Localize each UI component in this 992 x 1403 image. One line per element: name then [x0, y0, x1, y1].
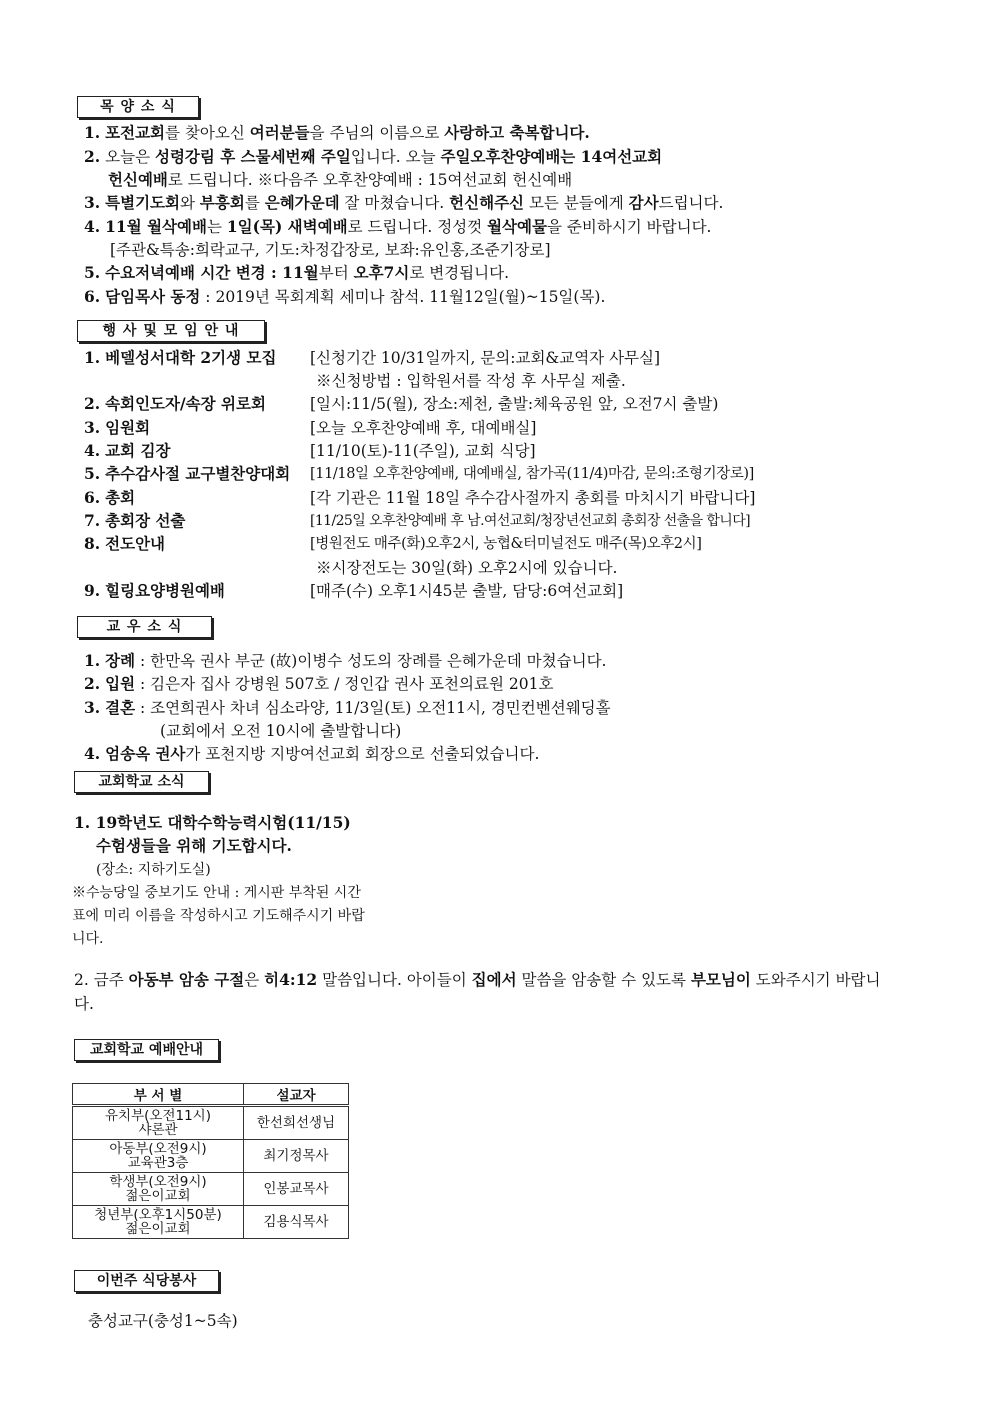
text: 로 드립니다. 정성껏 [347, 218, 488, 236]
preacher-cell: 최기정목사 [244, 1140, 349, 1173]
event-desc-3: [오늘 오후찬양예배 후, 대예배실] [310, 419, 537, 437]
item-number: 1. [84, 651, 101, 670]
event-desc-5: [11/18일 오후찬양예배, 대예배실, 참가곡(11/4)마감, 문의:조형기장로)] [310, 466, 754, 482]
text: 로 드립니다. ※다음주 오후찬양예배 : 15여선교회 헌신예배 [167, 171, 573, 189]
text-bold: 11월 월삭예배 [105, 217, 207, 236]
item-number: 5. [84, 263, 101, 282]
text-bold: 1일(목) 새벽예배 [226, 217, 348, 236]
text-bold: 부모님이 [690, 970, 751, 989]
item-number: 8. [84, 534, 101, 553]
text-bold: 결혼 [105, 698, 136, 717]
event-item-5 [84, 463, 290, 485]
text: 입니다. 오늘 [350, 148, 441, 166]
text: : 2019년 목회계획 세미나 참석. 11월12일(월)~15일(목). [200, 288, 606, 306]
preacher-cell: 김용식목사 [244, 1206, 349, 1239]
item-number: 1. [84, 123, 101, 142]
item-number: 4. [84, 441, 101, 460]
text-bold: 히4:12 [264, 970, 318, 989]
table-row [73, 1140, 349, 1173]
member-item-4 [84, 743, 539, 765]
event-desc-8: [병원전도 매주(화)오후2시, 농협&터미널전도 매주(목)오후2시] [310, 536, 702, 552]
event-item-2 [84, 393, 266, 415]
item-number: 5. [84, 464, 101, 483]
text: 을 준비하시기 바랍니다. [546, 218, 712, 236]
section-header-pastoral-news: 목 양 소 식 [77, 96, 199, 118]
event-item-4 [84, 440, 170, 462]
text: 로 변경됩니다. [409, 264, 510, 282]
pastoral-item-6 [84, 286, 605, 308]
school-item-2 [74, 969, 880, 991]
text: 2. 금주 [74, 971, 129, 989]
text: : 김은자 집사 강병원 507호 / 정인갑 권사 포천의료원 201호 [135, 675, 554, 693]
department-cell [73, 1206, 244, 1239]
event-item-9 [84, 580, 225, 602]
school-item-1-line2: 수험생들을 위해 기도합시다. [96, 836, 292, 855]
school-item-2-cont: 다. [74, 995, 94, 1013]
event-name: 교회 김장 [105, 441, 171, 460]
event-item-8 [84, 533, 165, 555]
section-header-kitchen-service: 이번주 식당봉사 [74, 1270, 219, 1292]
table-row [73, 1206, 349, 1239]
pastoral-item-4-cont [110, 239, 551, 261]
department-cell [73, 1173, 244, 1206]
event-name: 총회장 선출 [105, 511, 186, 530]
text: 를 [244, 194, 265, 212]
item-number: 3. [84, 193, 101, 212]
text: : 한만옥 권사 부군 (故)이병수 성도의 장례를 은혜가운데 마쳤습니다. [135, 652, 607, 670]
event-item-6 [84, 487, 135, 509]
event-desc-2: [일시:11/5(월), 장소:제천, 출발:체육공원 앞, 오전7시 출발) [310, 395, 719, 413]
event-name: 베델성서대학 2기생 모집 [105, 348, 277, 367]
event-name: 총회 [105, 488, 136, 507]
event-name: 추수감사절 교구별찬양대회 [105, 464, 291, 483]
school-note-1: ※수능당일 중보기도 안내 : 게시판 부착된 시간 [72, 885, 361, 901]
event-name: 힐링요양병원예배 [105, 581, 225, 600]
text: 잘 마쳤습니다. [339, 194, 450, 212]
text-bold: 아동부 암송 구절 [128, 970, 245, 989]
item-number: 9. [84, 581, 101, 600]
text: [주관&특송:희락교구, 기도:차정갑장로, 보좌:유인홍,조준기장로] [110, 241, 551, 259]
text-bold: 주일오후찬양예배는 14여선교회 [440, 147, 663, 166]
pastoral-item-2-cont [108, 169, 572, 191]
item-number: 3. [84, 418, 101, 437]
school-item-1: 1. 19학년도 대학수학능력시험(11/15) [74, 813, 351, 832]
text: 와 [180, 194, 200, 212]
item-number: 7. [84, 511, 101, 530]
department-name: 청년부(오후1시50분) [94, 1207, 222, 1223]
text: 말씀을 암송할 수 있도록 [516, 971, 691, 989]
column-header-preacher: 설교자 [244, 1084, 349, 1106]
pastoral-item-2 [84, 146, 662, 168]
text: : 조연희권사 차녀 심소라양, 11/3일(토) 오전11시, 경민컨벤션웨딩홀 [135, 699, 611, 717]
item-number: 1. [84, 348, 101, 367]
text-bold: 포전교회 [105, 123, 166, 142]
text-bold: 집에서 [471, 970, 517, 989]
department-name: 유치부(오전11시) [105, 1108, 211, 1124]
text-bold: 부흥회 [199, 193, 245, 212]
section-header-member-news: 교 우 소 식 [77, 616, 212, 638]
item-number: 2. [84, 394, 101, 413]
department-cell [73, 1106, 244, 1140]
text-bold: 감사 [628, 193, 659, 212]
text-bold: 은혜가운데 [264, 193, 340, 212]
member-item-3-cont: (교회에서 오전 10시에 출발합니다) [160, 722, 402, 740]
event-desc-6: [각 기관은 11월 18일 추수감사절까지 총회를 마치시기 바랍니다] [310, 489, 756, 507]
event-desc-8-note: ※시장전도는 30일(화) 오후2시에 있습니다. [316, 559, 618, 577]
event-name: 전도안내 [105, 534, 166, 553]
kitchen-service-text: 충성교구(충성1~5속) [88, 1312, 238, 1330]
member-item-3 [84, 697, 611, 719]
text: 도와주시기 바랍니 [750, 971, 881, 989]
text-bold: 입원 [105, 674, 136, 693]
text-bold: 사랑하고 축복합니다. [444, 123, 590, 142]
event-item-1 [84, 347, 276, 369]
table-header-row [73, 1084, 349, 1106]
table-row [73, 1106, 349, 1140]
text-bold: 특별기도회 [105, 193, 180, 212]
department-place: 교육관3층 [127, 1155, 189, 1171]
text-bold: 월삭예물 [487, 217, 547, 236]
section-header-worship-guide: 교회학교 예배안내 [74, 1039, 219, 1061]
school-note-3: 니다. [72, 931, 104, 947]
table-row [73, 1173, 349, 1206]
text: 모든 분들에게 [524, 194, 629, 212]
department-place: 젊은이교회 [125, 1188, 191, 1204]
column-header-department: 부 서 별 [73, 1084, 244, 1106]
item-number: 3. [84, 698, 101, 717]
event-desc-7: [11/25일 오후찬양예배 후 남.여선교회/청장년선교회 총회장 선출을 합니다] [310, 513, 751, 529]
text: 드립니다. [658, 194, 724, 212]
text-bold: 헌신예배 [108, 170, 168, 189]
pastoral-item-4 [84, 216, 711, 238]
text: 는 [206, 218, 227, 236]
item-number: 6. [84, 287, 101, 306]
item-number: 6. [84, 488, 101, 507]
text-bold: 장례 [105, 651, 136, 670]
text: 를 찾아오신 [165, 124, 250, 142]
department-name: 아동부(오전9시) [109, 1141, 207, 1157]
event-name: 속회인도자/속장 위로회 [105, 394, 266, 413]
text: 을 주님의 이름으로 [309, 124, 445, 142]
event-desc-1-note: ※신청방법 : 입학원서를 작성 후 사무실 제출. [316, 372, 626, 390]
text: 은 [244, 971, 265, 989]
preacher-cell: 인봉교목사 [244, 1173, 349, 1206]
event-desc-1: [신청기간 10/31일까지, 문의:교회&교역자 사무실] [310, 349, 661, 367]
text: 가 포천지방 지방여선교회 회장으로 선출되었습니다. [185, 745, 540, 763]
item-number: 4. [84, 744, 101, 763]
text-bold: 담임목사 동정 [105, 287, 201, 306]
event-name: 임원회 [105, 418, 151, 437]
text-bold: 여러분들 [249, 123, 310, 142]
member-item-1 [84, 650, 606, 672]
department-cell [73, 1140, 244, 1173]
pastoral-item-3 [84, 192, 723, 214]
text-bold: 헌신해주신 [449, 193, 525, 212]
event-item-7 [84, 510, 185, 532]
worship-table [72, 1083, 349, 1239]
department-name: 학생부(오전9시) [109, 1174, 207, 1190]
text-bold: 오후7시 [353, 263, 410, 282]
item-number: 2. [84, 147, 101, 166]
section-header-events: 행 사 및 모 임 안 내 [77, 320, 265, 342]
item-number: 2. [84, 674, 101, 693]
event-item-3 [84, 417, 150, 439]
text-bold: 엄송옥 권사 [105, 744, 186, 763]
member-item-2 [84, 673, 553, 695]
text-bold: 성령강림 후 스물세번째 주일 [154, 147, 351, 166]
event-desc-4: [11/10(토)-11(주일), 교회 식당] [310, 442, 536, 460]
pastoral-item-5 [84, 262, 509, 284]
preacher-cell: 한선희선생님 [244, 1106, 349, 1140]
department-place: 젊은이교회 [125, 1221, 191, 1237]
text: 오늘은 [105, 148, 155, 166]
text: 말씀입니다. 아이들이 [317, 971, 472, 989]
text: 부터 [318, 264, 354, 282]
text-bold: 수요저녁예배 시간 변경 : 11월 [105, 263, 319, 282]
department-place: 샤론관 [138, 1122, 178, 1138]
school-item-1-place: (장소: 지하기도실) [96, 862, 211, 878]
section-header-church-school-news: 교회학교 소식 [74, 771, 209, 793]
event-desc-9: [매주(수) 오후1시45분 출발, 담당:6여선교회] [310, 582, 624, 600]
item-number: 4. [84, 217, 101, 236]
school-note-2: 표에 미리 이름을 작성하시고 기도해주시기 바랍 [72, 908, 365, 924]
pastoral-item-1 [84, 122, 590, 144]
